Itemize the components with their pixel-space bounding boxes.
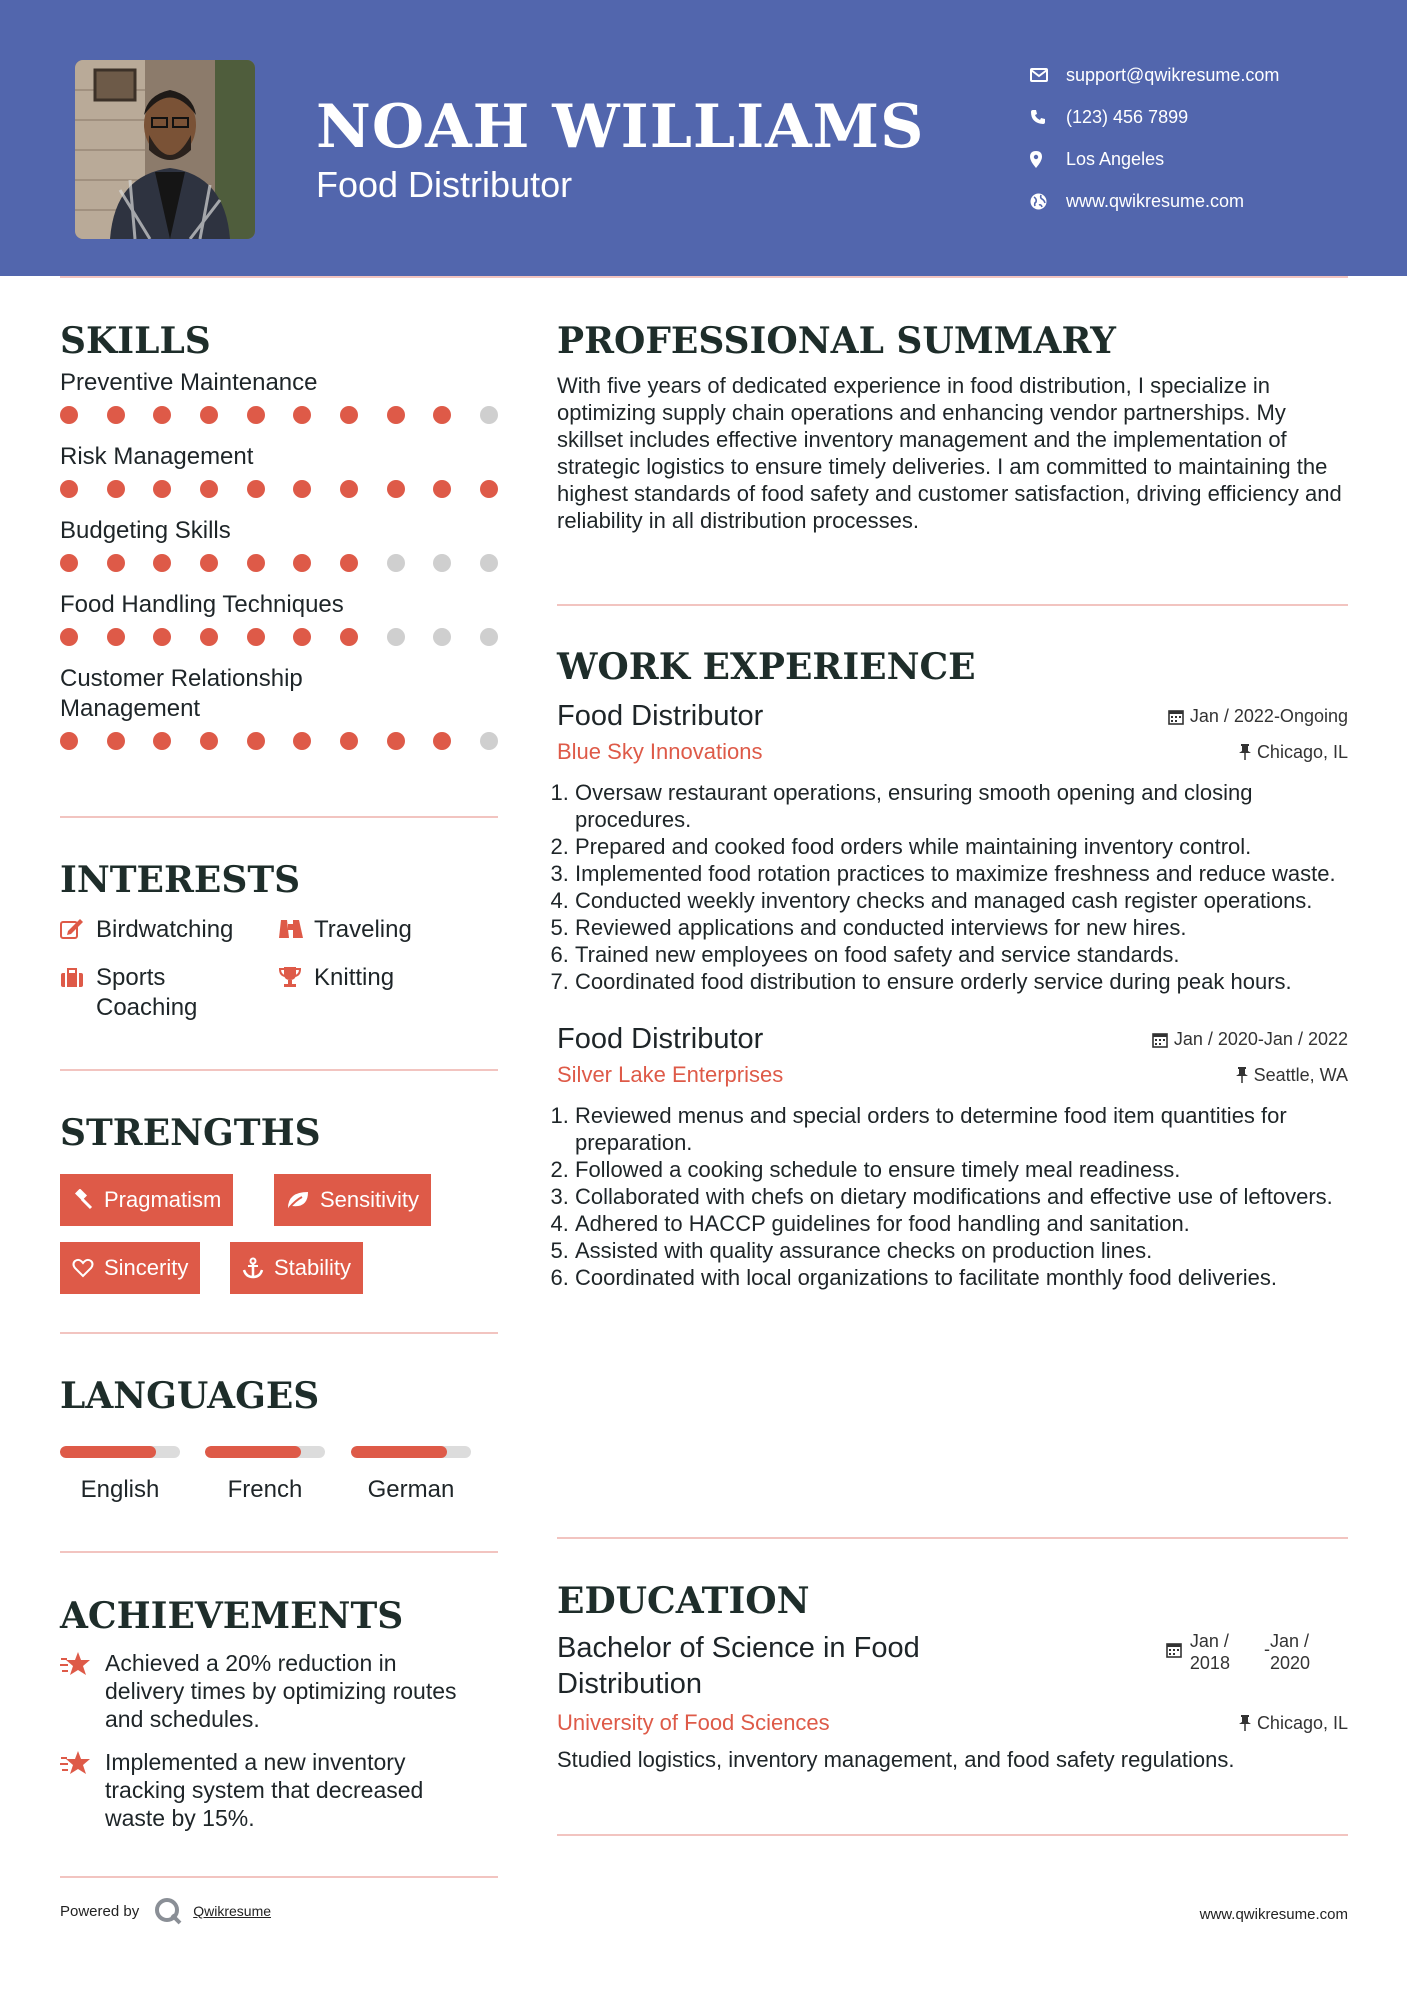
school-location-text: Chicago, IL	[1256, 1712, 1348, 1733]
contact-list	[1030, 54, 1279, 222]
rating-dot-filled	[340, 480, 358, 498]
education-end-month: Jan /	[1269, 1631, 1309, 1651]
rating-dot-filled	[293, 480, 311, 498]
skills-section	[60, 320, 498, 768]
rating-dot-filled	[340, 406, 358, 424]
language-label: German	[367, 1476, 455, 1503]
school-location	[1239, 1713, 1348, 1734]
pushpin-icon	[1239, 1715, 1251, 1731]
trophy-icon	[278, 963, 314, 996]
envelope-icon	[1030, 68, 1066, 82]
powered-by-text: Powered by	[60, 1902, 140, 1920]
star-icon	[60, 1748, 105, 1832]
contact-location	[1030, 138, 1279, 180]
rating-dot-filled	[293, 628, 311, 646]
pushpin-icon	[1239, 744, 1251, 760]
job-entry	[557, 1023, 1348, 1291]
achievement-text: Implemented a new inventory tracking system that decreased waste by 15%.	[105, 1749, 424, 1831]
rating-dot-filled	[200, 554, 218, 572]
anchor-icon	[242, 1257, 264, 1279]
interest-label: Sports Coaching	[96, 964, 198, 1021]
rating-dot-filled	[60, 406, 78, 424]
skills-title: SKILLS	[60, 320, 211, 362]
job-date-text: Jan / 2022-Ongoing	[1189, 706, 1348, 726]
contact-phone[interactable]	[1030, 96, 1279, 138]
language-label: English	[80, 1476, 160, 1503]
skill-name: Preventive Maintenance	[60, 369, 318, 396]
language-level-bar	[351, 1446, 471, 1458]
education-end-year: 2020	[1269, 1653, 1310, 1673]
divider	[60, 816, 498, 818]
rating-dot-filled	[107, 406, 125, 424]
task-item: 2. Followed a cooking schedule to ensure timely meal readiness.	[575, 1156, 1348, 1183]
education-date	[1166, 1630, 1310, 1674]
rating-dot-filled	[60, 480, 78, 498]
rating-dot-empty	[480, 732, 498, 750]
contact-website-text: www.qwikresume.com	[1066, 190, 1245, 211]
divider	[557, 1537, 1348, 1539]
interest-item	[60, 963, 270, 1023]
header-divider	[60, 276, 1348, 278]
interest-label: Birdwatching	[96, 916, 234, 943]
divider	[557, 604, 1348, 606]
rating-dot-filled	[247, 554, 265, 572]
rating-dot-filled	[293, 732, 311, 750]
achievement-text: Achieved a 20% reduction in delivery times by optimizing routes and schedules.	[105, 1650, 457, 1732]
contact-website[interactable]	[1030, 180, 1279, 222]
task-item: 7. Coordinated food distribution to ensure orderly service during peak hours.	[575, 968, 1348, 995]
pushpin-icon	[1236, 1067, 1248, 1083]
task-item: 4. Conducted weekly inventory checks and managed cash register operations.	[575, 887, 1348, 914]
skills-list	[60, 368, 498, 750]
calendar-icon	[1168, 709, 1184, 725]
contact-email-text: support@qwikresume.com	[1066, 64, 1280, 85]
pencil-square-icon	[60, 915, 96, 948]
calendar-icon	[1152, 1032, 1168, 1048]
candidate-role: Food Distributor	[316, 164, 573, 205]
strength-tag	[230, 1242, 363, 1294]
summary-text: With five years of dedicated experience in food distribution, I specialize in optimizing supply chain operations and enhancing vendor partnerships. My skillset includes effective inventory management and the implementation of strategic logistics to ensure timely deliveries. I am committed to maintaining the highest standards of food safety and customer satisfaction, driving efficiency and reliability in all distribution processes.	[557, 373, 1342, 533]
rating-dot-filled	[200, 628, 218, 646]
strength-label: Pragmatism	[104, 1187, 222, 1212]
languages-section	[60, 1375, 498, 1515]
skill-item	[60, 442, 498, 498]
rating-dot-filled	[340, 732, 358, 750]
strength-label: Sensitivity	[320, 1187, 420, 1212]
job-location	[1236, 1065, 1348, 1086]
calendar-icon	[1166, 1642, 1182, 1658]
rating-dot-filled	[247, 628, 265, 646]
skill-item	[60, 590, 498, 646]
rating-dot-filled	[200, 732, 218, 750]
skill-rating	[60, 406, 498, 424]
skill-rating	[60, 732, 498, 750]
rating-dot-filled	[107, 628, 125, 646]
rating-dot-filled	[480, 480, 498, 498]
rating-dot-filled	[433, 732, 451, 750]
achievement-item	[60, 1748, 498, 1832]
rating-dot-empty	[480, 554, 498, 572]
skill-rating	[60, 554, 498, 572]
rating-dot-filled	[293, 554, 311, 572]
company-name: Blue Sky Innovations	[557, 739, 763, 764]
task-item: 2. Prepared and cooked food orders while maintaining inventory control.	[575, 833, 1348, 860]
degree-name: Bachelor of Science in Food Distribution	[557, 1632, 920, 1700]
language-level-bar	[60, 1446, 180, 1458]
contact-phone-text: (123) 456 7899	[1066, 106, 1189, 127]
achievement-item	[60, 1649, 498, 1733]
strength-tag	[60, 1242, 200, 1294]
strength-label: Sincerity	[104, 1255, 189, 1280]
school-name: University of Food Sciences	[557, 1710, 830, 1735]
skill-rating	[60, 480, 498, 498]
language-level-fill	[205, 1446, 301, 1458]
language-level-fill	[60, 1446, 156, 1458]
rating-dot-filled	[433, 480, 451, 498]
rating-dot-filled	[60, 732, 78, 750]
footer-powered-by	[60, 1896, 271, 1926]
candidate-name: NOAH WILLIAMS	[316, 92, 925, 162]
job-location-text: Chicago, IL	[1256, 741, 1348, 762]
task-item: 3. Implemented food rotation practices to maximize freshness and reduce waste.	[575, 860, 1348, 887]
contact-location-text: Los Angeles	[1066, 148, 1165, 169]
skill-item	[60, 368, 498, 424]
phone-icon	[1030, 109, 1066, 125]
divider	[60, 1069, 498, 1071]
task-item: 5. Reviewed applications and conducted interviews for new hires.	[575, 914, 1348, 941]
rating-dot-filled	[107, 480, 125, 498]
language-label: French	[227, 1476, 303, 1503]
language-item	[351, 1446, 471, 1504]
rating-dot-filled	[200, 406, 218, 424]
language-level-bar	[205, 1446, 325, 1458]
skill-item	[60, 664, 498, 750]
rating-dot-filled	[153, 732, 171, 750]
interest-label: Knitting	[314, 964, 395, 991]
rating-dot-filled	[107, 554, 125, 572]
education-header	[557, 1630, 1348, 1710]
experience-title: WORK EXPERIENCE	[557, 646, 976, 688]
divider	[60, 1876, 498, 1878]
rating-dot-filled	[387, 406, 405, 424]
rating-dot-filled	[153, 628, 171, 646]
strength-tag	[274, 1174, 431, 1226]
skill-name: Budgeting Skills	[60, 517, 231, 544]
rating-dot-filled	[433, 406, 451, 424]
rating-dot-filled	[293, 406, 311, 424]
rating-dot-filled	[153, 406, 171, 424]
job-date	[1168, 706, 1348, 727]
interest-item	[278, 915, 498, 948]
task-item: 5. Assisted with quality assurance checks on production lines.	[575, 1237, 1348, 1264]
education-title: EDUCATION	[557, 1580, 810, 1622]
rating-dot-filled	[107, 732, 125, 750]
job-date-text: Jan / 2020-Jan / 2022	[1173, 1029, 1348, 1049]
qwikresume-logo-icon	[153, 1896, 183, 1926]
gavel-icon	[72, 1189, 94, 1211]
rating-dot-filled	[200, 480, 218, 498]
education-section	[557, 1580, 1348, 1773]
task-item: 6. Coordinated with local organizations to facilitate monthly food deliveries.	[575, 1264, 1348, 1291]
job-location	[1239, 742, 1348, 763]
rating-dot-filled	[387, 732, 405, 750]
divider	[60, 1551, 498, 1553]
contact-email[interactable]	[1030, 54, 1279, 96]
strength-label: Stability	[274, 1255, 352, 1280]
rating-dot-empty	[433, 554, 451, 572]
education-dash: -	[1263, 1639, 1270, 1659]
summary-section	[557, 320, 1348, 534]
language-item	[205, 1446, 325, 1504]
rating-dot-filled	[153, 480, 171, 498]
interests-title: INTERESTS	[60, 859, 301, 901]
job-date	[1152, 1029, 1348, 1050]
rating-dot-filled	[247, 732, 265, 750]
rating-dot-empty	[480, 628, 498, 646]
strengths-section	[60, 1112, 498, 1302]
binoculars-icon	[278, 915, 314, 948]
job-location-text: Seattle, WA	[1253, 1064, 1348, 1085]
rating-dot-empty	[433, 628, 451, 646]
skill-name: Customer Relationship Management	[60, 665, 303, 722]
rating-dot-filled	[387, 480, 405, 498]
rating-dot-filled	[340, 628, 358, 646]
briefcase-icon	[60, 963, 96, 1023]
divider	[557, 1834, 1348, 1836]
skill-rating	[60, 628, 498, 646]
rating-dot-filled	[60, 628, 78, 646]
achievements-section	[60, 1595, 498, 1855]
education-start	[1190, 1630, 1230, 1674]
profile-photo	[75, 60, 255, 239]
interest-label: Traveling	[314, 916, 412, 943]
star-icon	[60, 1649, 105, 1733]
task-item: 6. Trained new employees on food safety and service standards.	[575, 941, 1348, 968]
skill-item	[60, 516, 498, 572]
resume-header	[0, 0, 1407, 276]
job-title: Food Distributor	[557, 700, 764, 732]
job-tasks	[557, 1102, 1348, 1291]
education-start-year: 2018	[1189, 1653, 1230, 1673]
rating-dot-filled	[60, 554, 78, 572]
education-description: Studied logistics, inventory management, and food safety regulations.	[557, 1747, 1235, 1772]
task-item: 1. Oversaw restaurant operations, ensuring smooth opening and closing procedures.	[575, 779, 1348, 833]
heart-icon	[72, 1258, 94, 1278]
education-end	[1270, 1630, 1310, 1674]
education-start-month: Jan /	[1189, 1631, 1229, 1651]
globe-icon	[1030, 193, 1066, 210]
interest-item	[278, 963, 498, 996]
company-name: Silver Lake Enterprises	[557, 1062, 784, 1087]
job-tasks	[557, 779, 1348, 995]
task-item: 1. Reviewed menus and special orders to determine food item quantities for preparation.	[575, 1102, 1348, 1156]
strength-tag	[60, 1174, 233, 1226]
rating-dot-filled	[247, 406, 265, 424]
skill-name: Risk Management	[60, 443, 254, 470]
rating-dot-empty	[387, 554, 405, 572]
experience-section	[557, 646, 1348, 1291]
job-entry	[557, 700, 1348, 995]
achievements-title: ACHIEVEMENTS	[60, 1595, 404, 1637]
rating-dot-filled	[153, 554, 171, 572]
languages-title: LANGUAGES	[60, 1375, 320, 1417]
summary-title: PROFESSIONAL SUMMARY	[557, 320, 1116, 362]
rating-dot-filled	[340, 554, 358, 572]
brand-link[interactable]: Qwikresume	[193, 1903, 272, 1919]
language-level-fill	[351, 1446, 447, 1458]
divider	[60, 1332, 498, 1334]
interest-item	[60, 915, 270, 948]
footer-website[interactable]: www.qwikresume.com	[1199, 1906, 1348, 1923]
job-title: Food Distributor	[557, 1023, 764, 1055]
language-item	[60, 1446, 180, 1504]
rating-dot-filled	[247, 480, 265, 498]
leaf-icon	[286, 1190, 310, 1210]
rating-dot-empty	[480, 406, 498, 424]
skill-name: Food Handling Techniques	[60, 591, 344, 618]
strengths-title: STRENGTHS	[60, 1112, 321, 1154]
interests-section	[60, 859, 498, 1021]
map-pin-icon	[1030, 151, 1066, 168]
task-item: 4. Adhered to HACCP guidelines for food handling and sanitation.	[575, 1210, 1348, 1237]
task-item: 3. Collaborated with chefs on dietary modifications and effective use of leftovers.	[575, 1183, 1348, 1210]
rating-dot-empty	[387, 628, 405, 646]
